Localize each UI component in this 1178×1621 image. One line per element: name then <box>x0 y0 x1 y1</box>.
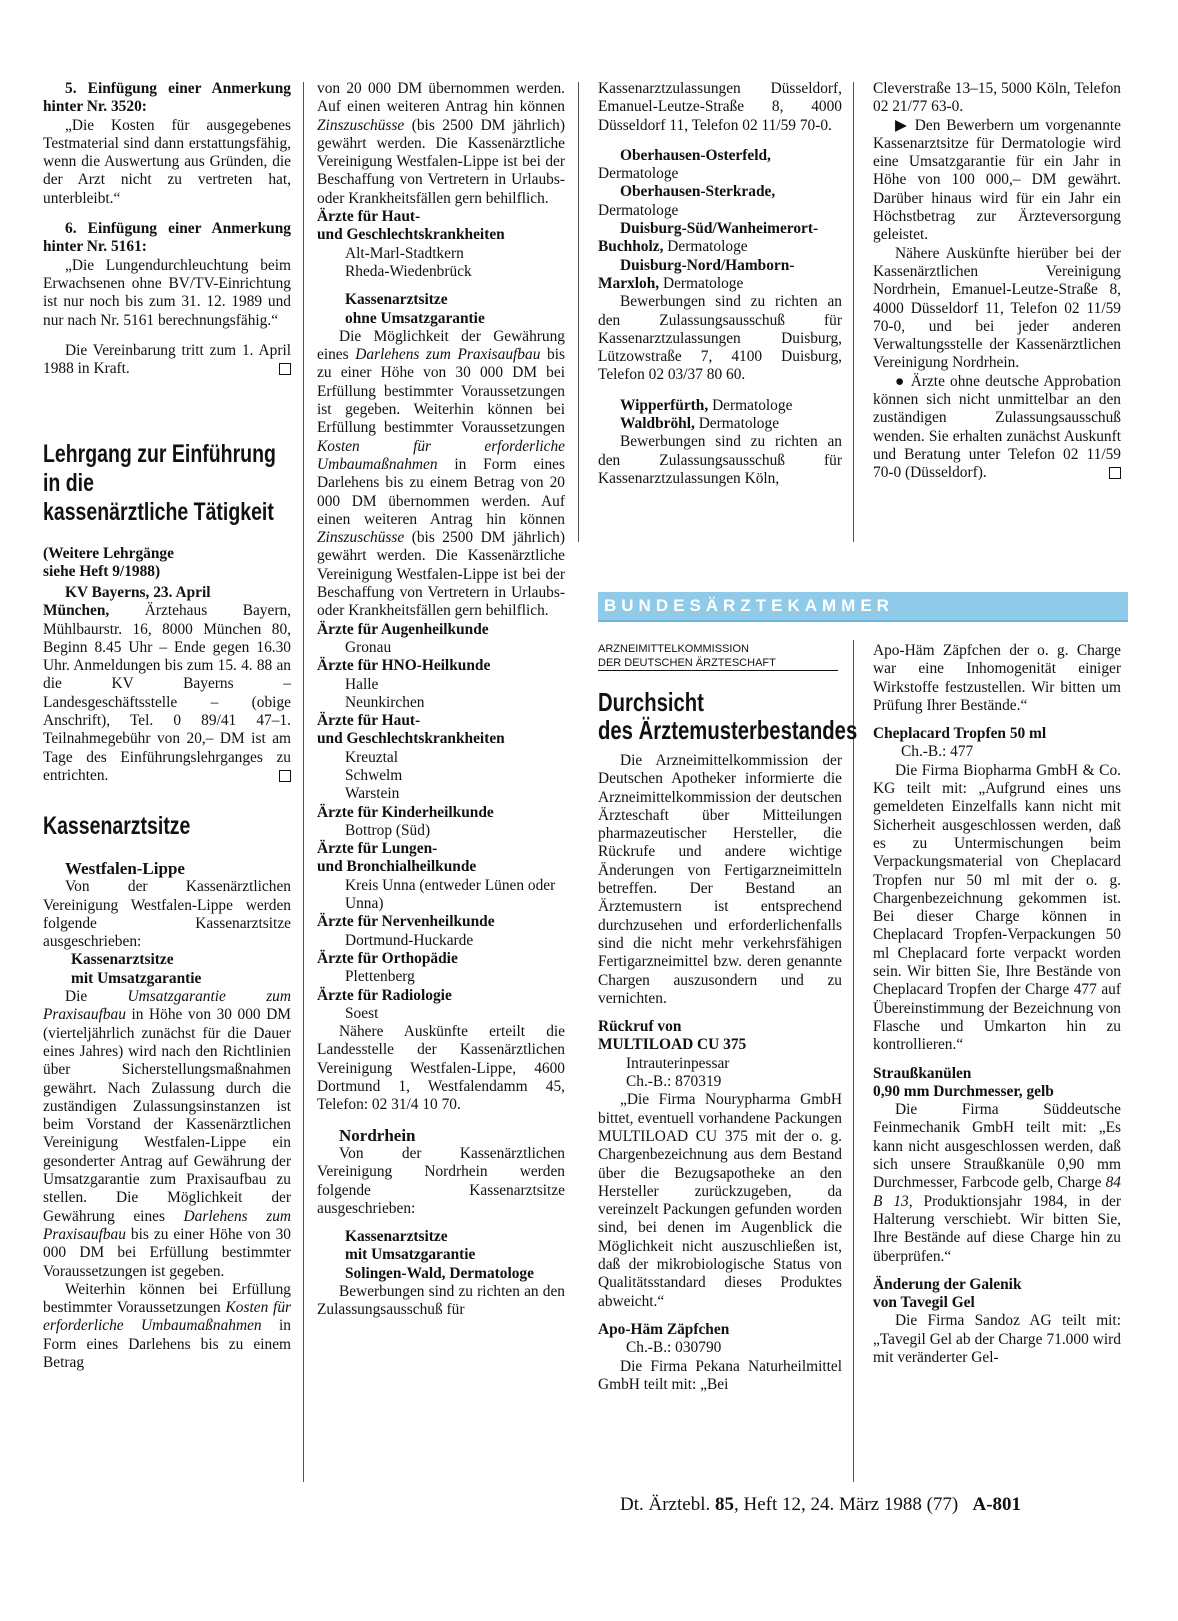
nerven-heading: Ärzte für Nervenheilkunde <box>317 913 495 931</box>
nordrhein-bewerbung: Bewerbungen sind zu richten an den Zulassungsausschuß für <box>317 1283 565 1319</box>
multiload-type: Intrauterinpessar <box>626 1054 730 1072</box>
lehrgang-note: (Weitere Lehrgänge siehe Heft 9/1988) <box>43 545 174 581</box>
nordrhein-intro: Von der Kassenärztlichen Vereinigung Nordrhein werden folgende Kassenarztsitze ausgeschrieben: <box>317 1144 565 1217</box>
augen-heading: Ärzte für Augenheilkunde <box>317 620 489 638</box>
westfalen-contact: Nähere Auskünfte erteilt die Landesstelle der Kassenärztlichen Vereinigung Westfalen-Lippe, 4600 Dortmund 1, Westfalendamm 45, Telefon: 02 31/4 10 70. <box>317 1023 565 1114</box>
location-wipperfuerth: Wipperfürth, Dermatologe <box>620 396 793 414</box>
strauss-text: Die Firma Süddeutsche Feinmechanik GmbH teilt mit: „Es kann nicht ausgeschlossen werden, daß sich unsere Straußkanüle 0,90 mm Durchmesser, Farbcode gelb, Charge 84 B 13, Produktionsjahr 1984, in der Halterung verschiebt. Wir bitten Sie, Ihre Bestände auf diese Charge hin zu überprüfen.“ <box>873 1101 1121 1265</box>
location: Schwelm <box>345 766 403 784</box>
location: Plettenberg <box>345 968 415 986</box>
triangle-bullet-icon: ▶ <box>895 116 915 134</box>
koeln-address: Cleverstraße 13–15, 5000 Köln, Telefon 02 21/77 63-0. <box>873 80 1121 116</box>
location: Neunkirchen <box>345 693 425 711</box>
duesseldorf-address: Kassenarztzulassungen Düsseldorf, Emanuel-Leutze-Straße 8, 4000 Düsseldorf 11, Telefon 02 11/59 70-0. <box>598 80 842 134</box>
umsatzgarantie-text: Die Umsatzgarantie zum Praxisaufbau in Höhe von 30 000 DM (vierteljährlich zunächst für die Dauer eines Jahres) wird nach den Richtlinien über Sicherstellungsmaßnahmen gewährt. Nach Zulassung durch die zuständigen Zulassungsinstanzen ist beim Vorstand der Kassenärztlichen Vereinigung Westfalen-Lippe ein gesonderter Antrag auf Gewährung der Umsatzgarantie zum Praxisaufbau zu stellen. Die Möglichkeit der Gewährung eines Darlehens zum Praxisaufbau bis zu einer Höhe von 30 000 DM bei Erfüllung bestimmter Voraussetzungen ist gegeben. <box>43 988 291 1280</box>
location: Bottrop (Süd) <box>345 821 431 839</box>
strauss-heading: Straußkanülen 0,90 mm Durchmesser, gelb <box>873 1064 1054 1100</box>
end-mark-icon <box>1109 467 1121 479</box>
item-6-text: „Die Lungendurchleuchtung beim Erwachsenen ohne BV/TV-Einrichtung ist nur noch bis zum 31. 12. 1989 und nur nach Nr. 5161 berechnungsfähig.“ <box>43 256 291 329</box>
cheplacard-text: Die Firma Biopharma GmbH & Co. KG teilt mit: „Aufgrund eines uns gemeldeten Einzelfalls kann nicht mit Sicherheit ausgeschlossen werden, daß es zu Untermischungen beim Verpackungsmaterial von Cheplacard Tropfen nur 50 ml mit der o. g. Chargenbezeichnung gekommen ist. Bei dieser Charge können in Cheplacard Tropfen-Verpackungen 50 ml Cheplacard forte verpackt worden sein. Wir bitten Sie, Ihre Bestände von Cheplacard Tropfen der Charge 477 auf Übereinstimmung der Bezeichnung von Flasche und Umkarton hin zu kontrollieren.“ <box>873 761 1121 1054</box>
ohne-umsatzgarantie-heading: Kassenarztsitze ohne Umsatzgarantie <box>345 291 485 327</box>
location: Warstein <box>345 785 400 803</box>
kv-bayerns-block <box>43 584 291 785</box>
duisburg-bewerbung: Bewerbungen sind zu richten an den Zulassungsausschuß für Kassenarztzulassungen Duisburg, Lützowstraße 7, 4100 Duisburg, Telefon 02 03/37 80 60. <box>598 293 842 384</box>
page-footer: Dt. Ärztebl. 85, Heft 12, 24. März 1988 (77) A-801 <box>620 1494 1022 1515</box>
location-oberhausen-sterkrade: Oberhausen-Sterkrade, Dermatologe <box>598 183 776 219</box>
location: Gronau <box>345 638 392 656</box>
column-rule <box>853 640 854 1482</box>
column-6 <box>873 642 1121 1367</box>
location-duisburg-nord: Duisburg-Nord/Hamborn-Marxloh, Dermatologe <box>598 256 795 292</box>
lehrgang-title: Lehrgang zur Einführung in die kassenärztliche Tätigkeit <box>43 440 276 526</box>
location: Dortmund-Huckarde <box>345 931 474 949</box>
location: Soest <box>345 1004 379 1022</box>
multiload-text: „Die Firma Nourypharma GmbH bittet, eventuell vorhandene Packungen MULTILOAD CU 375 mit der o. g. Chargenbezeichnung aus dem Bestand über die Bezugsapotheke an den Hersteller zurückzugeben, da vereinzelt Packungen gefunden worden sind, bei denen im Augenblick die Möglichkeit nicht auszuschließen ist, daß der mikrobiologische Status von Qualitätsstandard dieses Produktes abweicht.“ <box>598 1091 842 1310</box>
column-rule <box>578 82 579 542</box>
end-mark-icon <box>279 770 291 782</box>
kv-bayerns-text: München, Ärztehaus Bayern, Mühlbaurstr. 16, 8000 München 80, Beginn 8.45 Uhr – Ende gegen 16.30 Uhr. Anmeldungen bis zum 15. 4. 88 an die KV Bayerns – Landesgeschäftsstelle – (obige Anschrift), Tel. 0 89/41 47–1. Teilnahmegebühr von 20,– DM ist am Tage des Einführungslehrganges zu entrichten. <box>43 602 291 784</box>
koeln-bewerbung: Bewerbungen sind zu richten an den Zulassungsausschuß für Kassenarztzulassungen Köln, <box>598 433 842 487</box>
haut-location: Alt-Marl-Stadtkern <box>345 244 464 262</box>
haut-location: Rheda-Wiedenbrück <box>345 262 472 280</box>
banner-rule <box>598 620 1128 622</box>
westfalen-lippe-intro: Von der Kassenärztlichen Vereinigung Westfalen-Lippe werden folgende Kassenarztsitze ausgeschrieben: <box>43 878 291 951</box>
multiload-batch: Ch.-B.: 870319 <box>626 1073 722 1091</box>
column-1 <box>43 80 291 378</box>
nordrhein-heading: Nordrhein <box>339 1125 416 1145</box>
dot-bullet-icon: ● <box>895 372 911 390</box>
location-duisburg-sued: Duisburg-Süd/Wanheimerort-Buchholz, Dermatologe <box>598 220 819 256</box>
column-rule <box>303 82 304 1482</box>
mit-umsatzgarantie-heading: Kassenarztsitze mit Umsatzgarantie <box>71 951 202 987</box>
article-intro: Die Arzneimittelkommission der Deutschen Apotheker informierte die Arzneimittelkommission der deutschen Ärzteschaft über Mitteilungen pharmazeutischer Hersteller, die Rückrufe und andere wichtige Änderungen von Fertigarzneimitteln betreffen. Der Bestand an Ärztemustern ist entsprechend durchzusehen und erforderlichenfalls sind die nicht mehr verkehrsfähigen Fertigarzneimittel bzw. deren genannte Chargen auszusondern und zu vernichten. <box>598 752 842 1007</box>
ortho-heading: Ärzte für Orthopädie <box>317 949 458 967</box>
commission-kicker: ARZNEIMITTELKOMMISSION DER DEUTSCHEN ÄRZTESCHAFT <box>598 642 838 671</box>
apo-haem-text: Die Firma Pekana Naturheilmittel GmbH teilt mit: „Bei <box>598 1357 842 1393</box>
nordrhein-mit-heading: Kassenarztsitze mit Umsatzgarantie Solingen-Wald, Dermatologe <box>345 1228 534 1282</box>
kassenarztsitze-title: Kassenarztsitze <box>43 812 191 840</box>
radio-heading: Ärzte für Radiologie <box>317 986 452 1004</box>
location: Kreis Unna (entweder Lünen oder Unna) <box>345 876 556 913</box>
end-mark-icon <box>279 363 291 375</box>
column-2 <box>317 80 565 1320</box>
lungen-heading: Ärzte für Lungen- und Bronchialheilkunde <box>317 840 477 876</box>
haut-heading: Ärzte für Haut- und Geschlechtskrankheiten <box>317 208 505 244</box>
kv-bayerns-heading: KV Bayerns, 23. April <box>65 584 211 601</box>
effective-date-text: Die Vereinbarung tritt zum 1. April 1988 in Kraft. <box>43 341 291 378</box>
weiterhin-text: Weiterhin können bei Erfüllung bestimmter Voraussetzungen Kosten für erforderliche Umbaumaßnahmen in Form eines Darlehens bis zu einem Betrag <box>43 1280 291 1372</box>
westfalen-lippe-heading: Westfalen-Lippe <box>65 859 185 878</box>
apo-haem-heading: Apo-Häm Zäpfchen <box>598 1320 730 1338</box>
westfalen-lippe-block <box>43 860 291 1372</box>
column-4 <box>873 80 1121 483</box>
cheplacard-batch: Ch.-B.: 477 <box>901 743 974 761</box>
tavegil-heading: Änderung der Galenik von Tavegil Gel <box>873 1275 1022 1312</box>
multiload-heading: Rückruf von MULTILOAD CU 375 <box>598 1018 747 1054</box>
kinder-heading: Ärzte für Kinderheilkunde <box>317 803 494 821</box>
ohne-approbation-text: ● Ärzte ohne deutsche Approbation können sich nicht unmittelbar an den zuständigen Zulassungsausschuß wenden. Sie erhalten zunächst Auskunft und Beratung unter Telefon 02 11/59 70-0 (Düsseldorf). <box>873 372 1121 482</box>
column-3 <box>598 80 842 488</box>
apo-haem-continued: Apo-Häm Zäpfchen der o. g. Charge war eine Inhomogenität einiger Wirkstoffe festzustellen. Wir bitten um Prüfung Ihrer Bestände.“ <box>873 642 1121 714</box>
location: Kreuztal <box>345 748 398 766</box>
section-banner: BUNDESÄRZTEKAMMER <box>598 592 1128 621</box>
tavegil-text: Die Firma Sandoz AG teilt mit: „Tavegil Gel ab der Charge 71.000 wird mit veränderter Gel- <box>873 1312 1121 1366</box>
cheplacard-heading: Cheplacard Tropfen 50 ml <box>873 725 1047 743</box>
haut-heading-2: Ärzte für Haut- und Geschlechtskrankheiten <box>317 712 505 748</box>
ohne-umsatzgarantie-text: Die Möglichkeit der Gewährung eines Darlehens zum Praxisaufbau bis zu einer Höhe von 30 000 DM bei Erfüllung bestimmter Voraussetzungen ist gegeben. Weiterhin können bei Erfüllung bestimmter Voraussetzungen Kosten für erforderliche Umbaumaßnahmen in Form eines Darlehens bis zu einem Betrag von 20 000 DM übernommen werden. Auf einen weiteren Antrag hin können Zinszuschüsse (bis 2500 DM jährlich) gewährt werden. Die Kassenärztliche Vereinigung Westfalen-Lippe ist bei der Beschaffung von Vertretern in Urlaubs- oder Krankheitsfällen gern behilflich. <box>317 327 565 620</box>
column-rule <box>853 82 854 542</box>
hno-heading: Ärzte für HNO-Heilkunde <box>317 657 491 675</box>
continued-text: von 20 000 DM übernommen werden. Auf einen weiteren Antrag hin können Zinszuschüsse (bis 2500 DM jährlich) gewährt werden. Die Kassenärztliche Vereinigung Westfalen-Lippe ist bei der Beschaffung von Vertretern in Urlaubs- oder Krankheitsfällen gern behilflich. <box>317 80 565 207</box>
item-5-text: „Die Kosten für ausgegebenes Testmaterial sind dann erstattungsfähig, wenn die Auswertung aus Gründen, die der Arzt nicht zu vertreten hat, unterbleibt.“ <box>43 116 291 207</box>
column-5 <box>598 752 842 1394</box>
item-5-heading: 5. Einfügung einer Anmerkung hinter Nr. 3520: <box>43 80 291 116</box>
page-number: A-801 <box>972 1494 1022 1515</box>
item-6-heading: 6. Einfügung einer Anmerkung hinter Nr. 5161: <box>43 220 291 256</box>
article-title: Durchsicht des Ärztemusterbestandes <box>598 687 858 745</box>
location-oberhausen-osterfeld: Oberhausen-Osterfeld, Dermatologe <box>598 146 771 183</box>
bewerber-text: ▶ Den Bewerbern um vorgenannte Kassenarztsitze für Dermatologie wird eine Umsatzgarantie für ein Jahr in Höhe von 100 000,– DM gewährt. Darüber hinaus wird für ein Jahr ein Höchstbetrag zur Ärzteversorgung geleistet. <box>873 116 1121 244</box>
apo-haem-batch: Ch.-B.: 030790 <box>626 1339 722 1357</box>
nordrhein-contact: Nähere Auskünfte hierüber bei der Kassenärztlichen Vereinigung Nordrhein, Emanuel-Leutze-Straße 8, 4000 Düsseldorf 11, Telefon 02 11/59 70-0, und bei jeder anderen Verwaltungsstelle der Kassenärztlichen Vereinigung Nordrhein. <box>873 244 1121 372</box>
location-waldbroehl: Waldbröhl, Dermatologe <box>620 415 780 433</box>
location: Halle <box>345 675 379 693</box>
